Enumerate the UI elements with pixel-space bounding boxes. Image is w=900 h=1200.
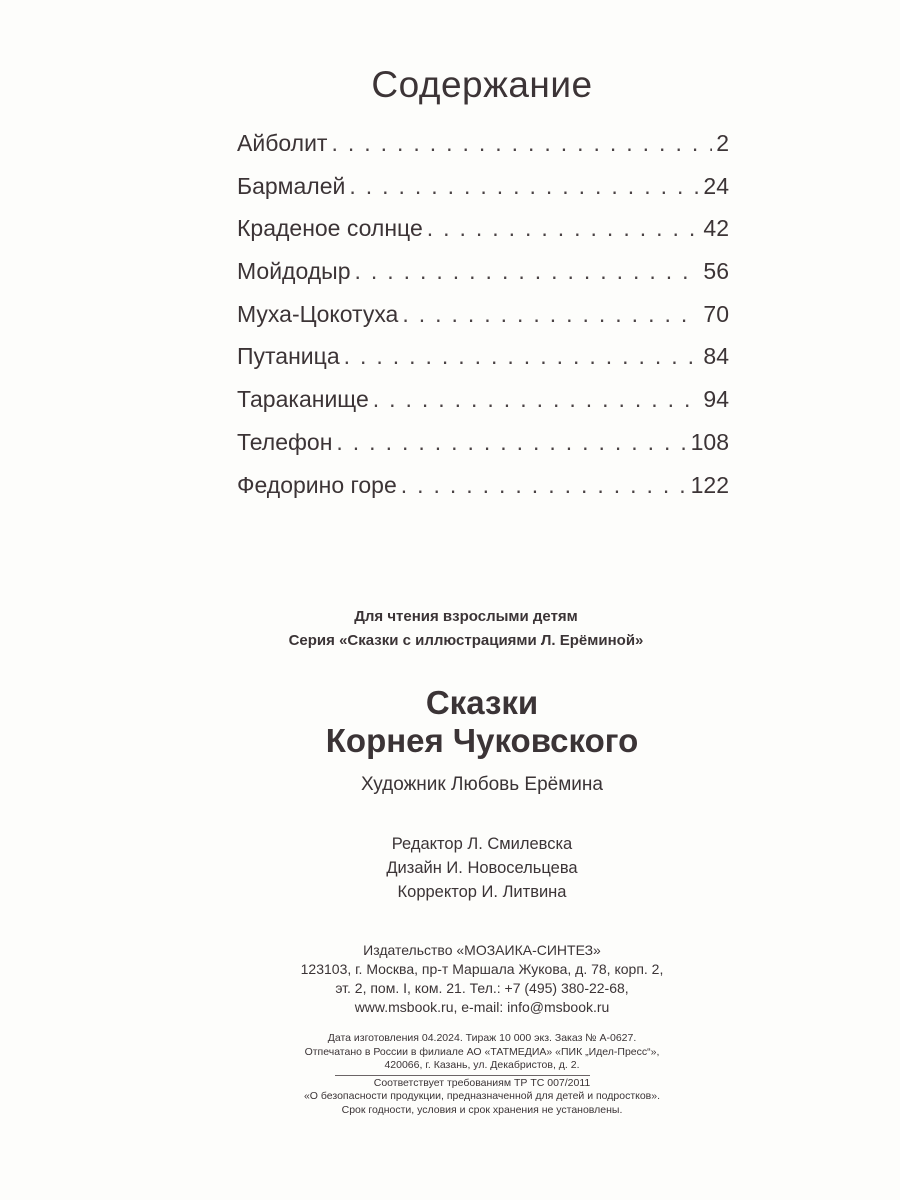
toc-entry-title: Айболит	[237, 130, 328, 156]
toc-entry-title: Телефон	[237, 428, 333, 455]
illustrator-credit: Художник Любовь Ерёмина	[361, 774, 603, 795]
toc-entry-title: Бармалей	[237, 172, 346, 199]
toc-entry-title: Федорино горе	[237, 471, 397, 498]
toc-entry	[237, 258, 729, 301]
toc-list	[237, 130, 729, 514]
editor-credit: Редактор Л. Смилевска	[391, 835, 573, 853]
toc-entry-page: 56	[703, 258, 729, 285]
compliance-3: Срок годности, условия и срок хранения не установлены.	[341, 1103, 623, 1116]
toc-entry-page: 122	[690, 471, 729, 498]
design-credit: Дизайн И. Новосельцева	[386, 859, 578, 877]
series-name: Серия «Сказки с иллюстрациями Л. Ерёминой»	[288, 632, 644, 649]
audience-note: Для чтения взрослыми детям	[354, 608, 578, 625]
toc-entry-page: 70	[703, 300, 729, 327]
toc-leader-dots	[332, 429, 686, 456]
publisher-address-1: 123103, г. Москва, пр-т Маршала Жукова, д. 78, корп. 2,	[300, 961, 664, 977]
toc-entry	[237, 130, 729, 173]
toc-entry	[237, 429, 729, 472]
toc-leader-dots	[398, 301, 699, 328]
toc-leader-dots	[423, 215, 700, 242]
print-info-1: Дата изготовления 04.2024. Тираж 10 000 экз. Заказ № А-0627.	[327, 1032, 637, 1044]
toc-entry-title: Тараканище	[237, 386, 369, 413]
staff-credits	[32, 832, 900, 904]
toc-leader-dots	[369, 386, 700, 413]
toc-entry-title: Мойдодыр	[237, 258, 351, 285]
print-info-2: Отпечатано в России в филиале АО «ТАТМЕДИА» «ПИК „Идел-Пресс“»,	[304, 1045, 660, 1058]
toc-entry	[237, 173, 729, 216]
toc-entry-page: 108	[690, 428, 729, 455]
audience-and-series	[16, 605, 900, 653]
imprint-info	[32, 1032, 900, 1117]
toc-entry-page: 84	[703, 343, 729, 370]
print-info-3: 420066, г. Казань, ул. Декабристов, д. 2.	[384, 1059, 580, 1071]
toc-entry-title: Путаница	[237, 343, 340, 370]
publisher-name: Издательство «МОЗАИКА-СИНТЕЗ»	[363, 942, 601, 958]
toc-entry	[237, 301, 729, 344]
toc-entry	[237, 386, 729, 429]
toc-entry	[237, 343, 729, 386]
toc-leader-dots	[340, 343, 700, 370]
compliance-1: Соответствует требованиям ТР ТС 007/2011	[373, 1076, 591, 1089]
toc-entry-page: 24	[703, 172, 729, 199]
toc-entry-title: Краденое солнце	[237, 215, 423, 242]
toc-entry	[237, 215, 729, 258]
imprint-divider	[335, 1075, 590, 1076]
toc-entry-title: Муха-Цокотуха	[237, 300, 399, 327]
proofreader-credit: Корректор И. Литвина	[397, 883, 567, 901]
toc-entry-page: 42	[703, 215, 729, 242]
toc-leader-dots	[327, 130, 712, 157]
toc-entry	[237, 472, 729, 515]
toc-leader-dots	[351, 258, 700, 285]
toc-entry-page: 94	[703, 386, 729, 413]
publisher-info	[32, 941, 900, 1017]
book-title	[32, 684, 900, 760]
toc-entry-page: 2	[716, 130, 729, 156]
toc-leader-dots	[345, 173, 699, 200]
book-title-line-2: Корнея Чуковского	[325, 722, 639, 759]
toc-leader-dots	[397, 472, 687, 499]
toc-heading: Содержание	[371, 64, 593, 105]
publisher-address-2: эт. 2, пом. I, ком. 21. Тел.: +7 (495) 380-22-68,	[335, 980, 629, 996]
publisher-web: www.msbook.ru, e-mail: info@msbook.ru	[354, 999, 610, 1015]
compliance-2: «О безопасности продукции, предназначенной для детей и подростков».	[303, 1090, 661, 1102]
book-title-line-1: Сказки	[425, 684, 539, 721]
